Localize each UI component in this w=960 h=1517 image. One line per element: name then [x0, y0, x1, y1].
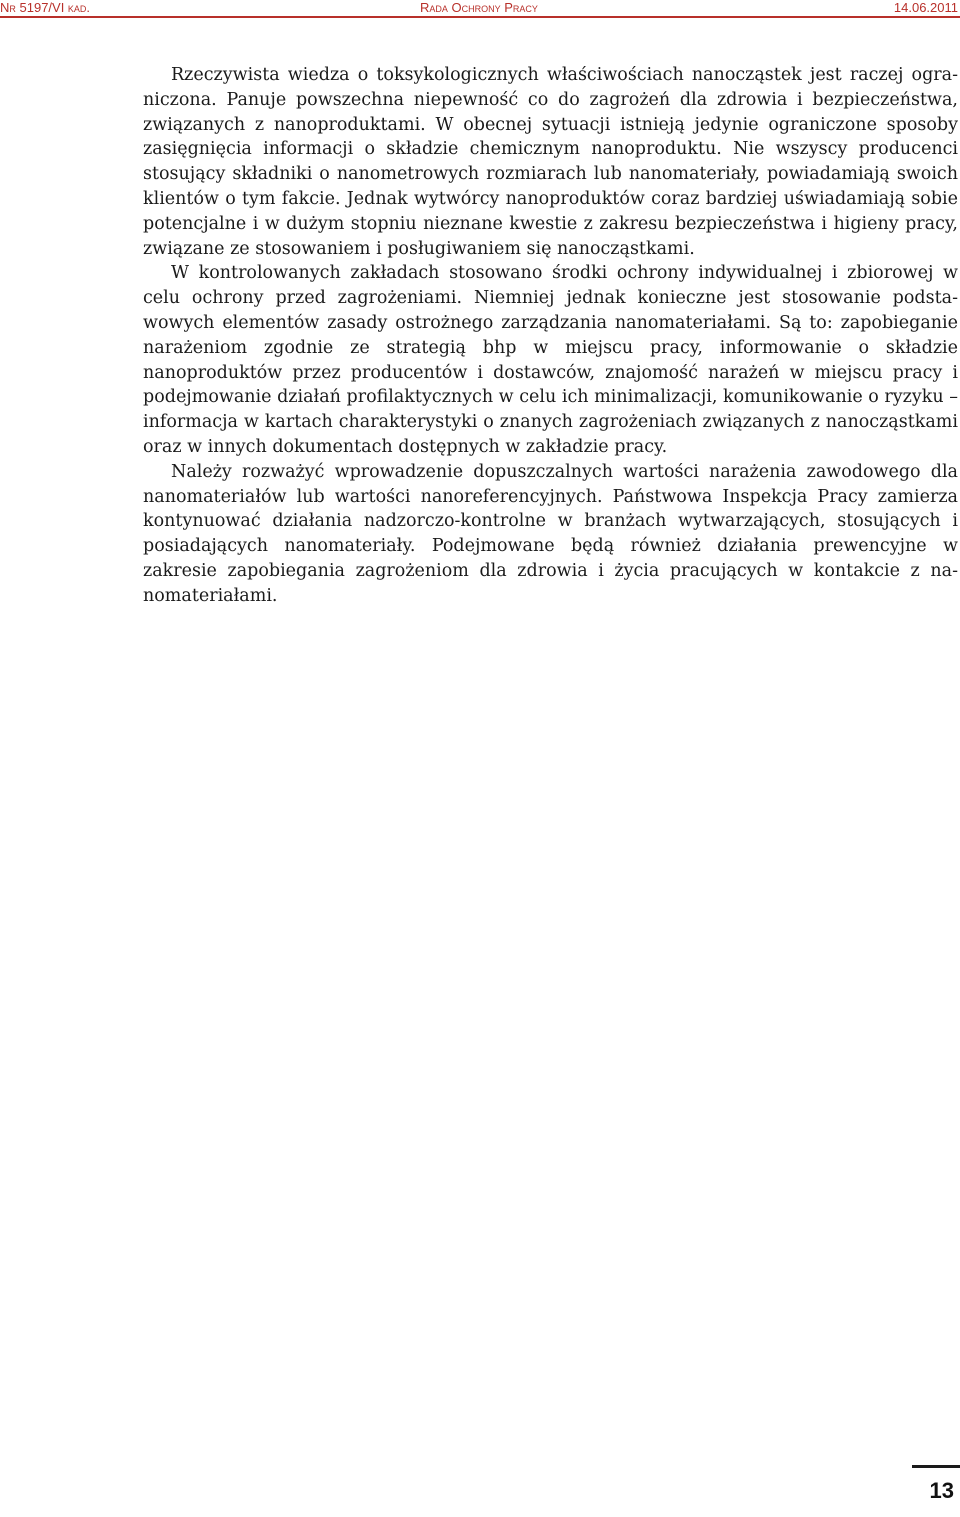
- paragraph-protection: W kontrolowanych zakładach stosowano środki ochrony indywidualnej i zbiorowej w celu ochrony przed zagrożeniami. Niemniej jednak konieczne jest stosowanie podstawowych elementów zasady ostrożnego zarządzania nanomateriałami. Są to: zapobieganie narażeniom zgodnie ze strategią bhp w miejscu pracy, informowanie o składzie nanoproduktów przez producentów i dostawców, znajomość narażeń w miejscu pracy i podejmowanie działań profilaktycznych w celu ich minimalizacji, komunikowanie o ryzyku – informacja w kartach charakterystyki o znanych zagrożeniach związanych z nanocząstkami oraz w innych dokumentach dostępnych w zakładzie pracy.: [143, 263, 958, 457]
- document-number: Nr 5197/VI kad.: [0, 0, 91, 15]
- paragraph-recommendations: Należy rozważyć wprowadzenie dopuszczalnych wartości narażenia zawodowego dla nanomateriałów lub wartości nanoreferencyjnych. Państwowa Inspekcja Pracy zamierza kontynuować działania nadzorczo-kontrolne w branżach wytwarzających, stosujących i posiadających nanomateriały. Podejmowane będą również działania prewencyjne w zakresie zapobiegania zagrożeniom dla zdrowia i życia pracujących w kontakcie z nanomateriałami.: [143, 461, 958, 606]
- paragraph-knowledge: Rzeczywista wiedza o toksykologicznych właściwościach nanocząstek jest raczej ograniczona. Panuje powszechna niepewność co do zagrożeń dla zdrowia i bezpieczeństwa, związanych z nanoproduktami. W obecnej sytuacji istnieją jedynie ograniczone sposoby zasięgnięcia informacji o składzie chemicznym nanoproduktu. Nie wszyscy producenci stosujący składniki o nanometrowych rozmiarach lub nanomateriały, powiadamiają swoich klientów o tym fakcie. Jednak wytwórcy nanoproduktów coraz bardziej uświadamiają sobie potencjalne i w dużym stopniu nieznane kwestie z zakresu bezpieczeństwa i higieny pracy, związane ze stosowaniem i posługiwaniem się nanocząstkami.: [143, 65, 958, 259]
- publisher-name: Rada Ochrony Pracy: [420, 0, 538, 15]
- header-divider: [0, 16, 960, 18]
- page-number: 13: [929, 1478, 954, 1503]
- body-text: [143, 63, 958, 609]
- running-header: [0, 0, 960, 16]
- document-date: 14.06.2011: [893, 0, 958, 15]
